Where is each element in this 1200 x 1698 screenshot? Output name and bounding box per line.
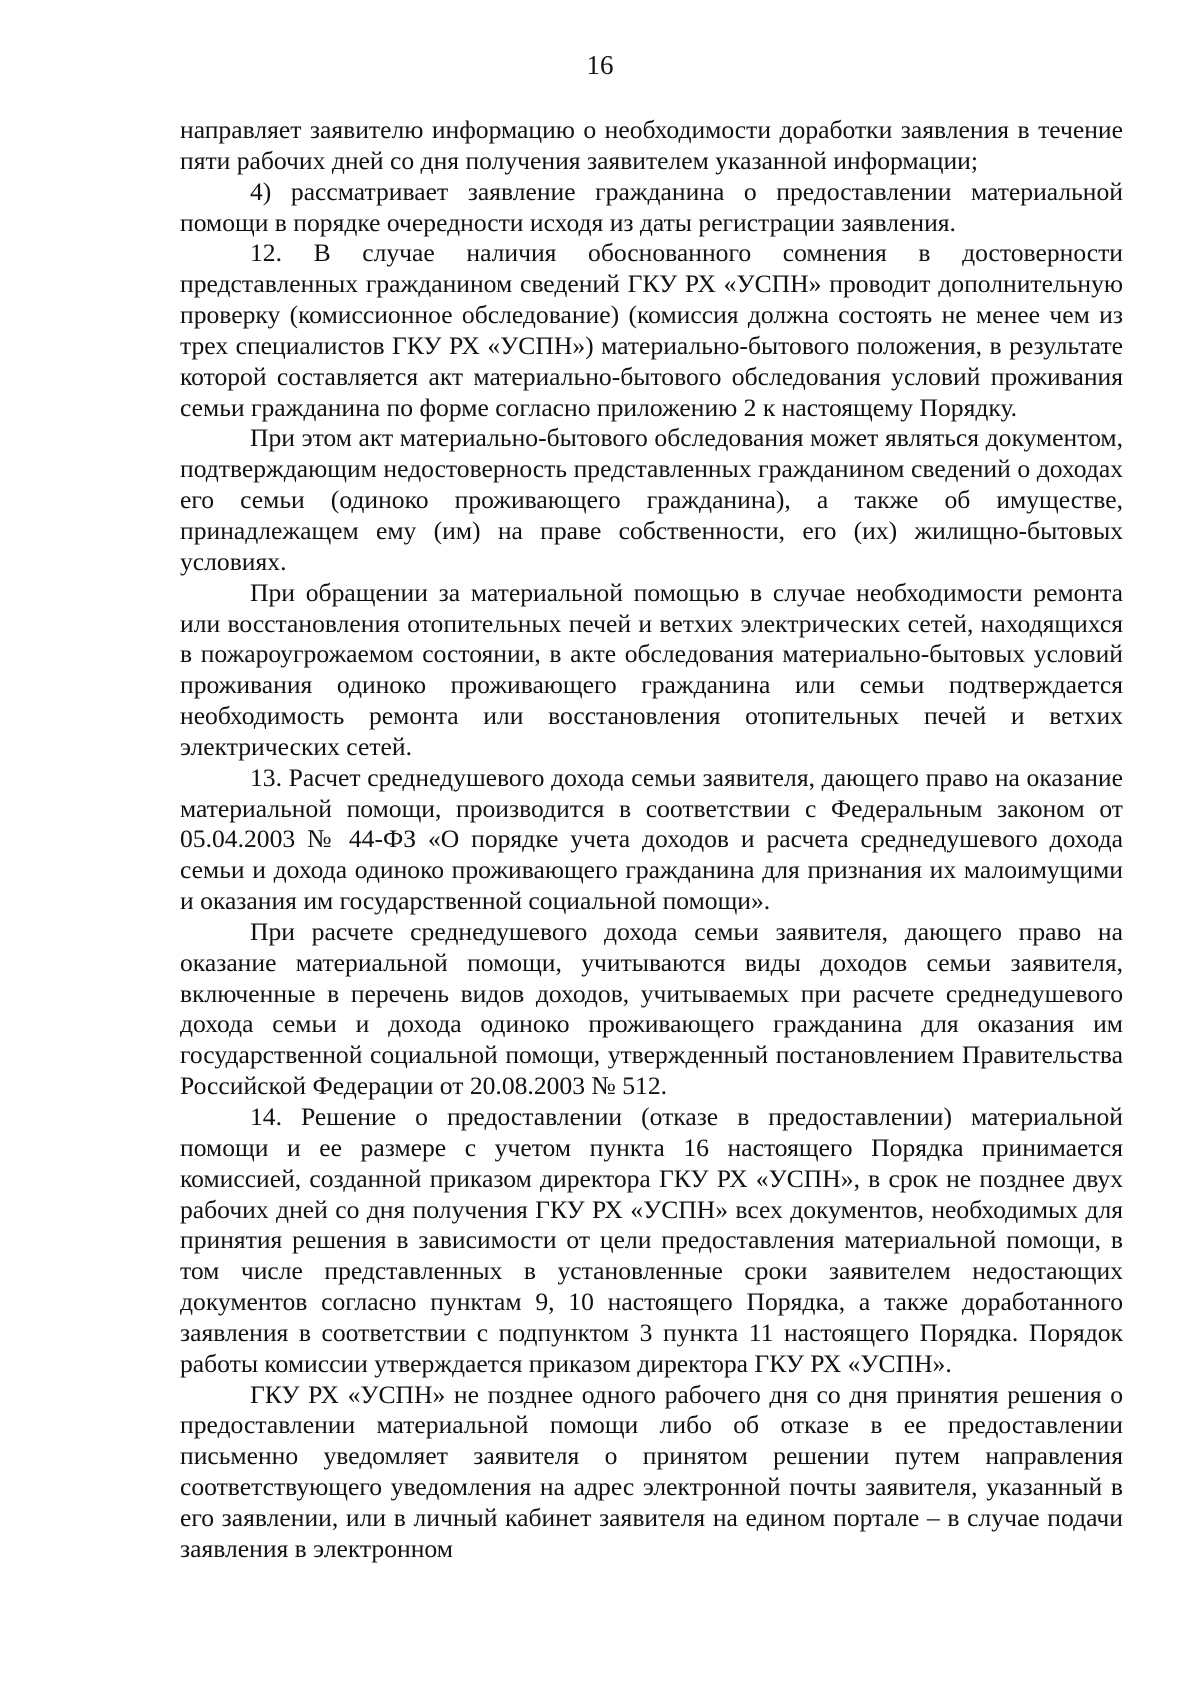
paragraph-clause-13: 13. Расчет среднедушевого дохода семьи заявителя, дающего право на оказание материальной помощи, производится в соответствии с Федеральным законом от 05.04.2003 № 44-ФЗ «О порядке учета доходов и расчета среднедушевого дохода семьи и дохода одиноко проживающего гражданина для признания их малоимущими и оказания им государственной социальной помощи». <box>180 762 1123 916</box>
paragraph-act-document: При этом акт материально-бытового обследования может являться документом, подтверждающим недостоверность представленных гражданином сведений о доходах его семьи (одиноко проживающего гражданина), а также об имуществе, принадлежащем ему (им) на праве собственности, его (их) жилищно-бытовых условиях. <box>180 423 1123 576</box>
page-number: 16 <box>586 50 614 80</box>
paragraph-repair-heating: При обращении за материальной помощью в случае необходимости ремонта или восстановления отопительных печей и ветхих электрических сетей, находящихся в пожароугрожаемом состоянии, в акте обследования материально-бытовых условий проживания одиноко проживающего гражданина или семьи подтверждается необходимость ремонта или восстановления отопительных печей и ветхих электрических сетей. <box>180 577 1123 761</box>
paragraph-income-types: При расчете среднедушевого дохода семьи заявителя, дающего право на оказание материальной помощи, учитываются виды доходов семьи заявителя, включенные в перечень видов доходов, учитываемых при расчете среднедушевого дохода семьи и дохода одиноко проживающего гражданина для оказания им государственной социальной помощи, утвержденный постановлением Правительства Российской Федерации от 20.08.2003 № 512. <box>180 916 1123 1101</box>
paragraph-continuation: направляет заявителю информацию о необходимости доработки заявления в течение пяти рабочих дней со дня получения заявителем указанной информации; <box>180 115 1123 175</box>
document-body <box>180 115 1123 1565</box>
paragraph-clause-14: 14. Решение о предоставлении (отказе в предоставлении) материальной помощи и ее размере с учетом пункта 16 настоящего Порядка принимается комиссией, созданной приказом директора ГКУ РХ «УСПН», в срок не позднее двух рабочих дней со дня получения ГКУ РХ «УСПН» всех документов, необходимых для принятия решения в зависимости от цели предоставления материальной помощи, в том числе представленных в установленные сроки заявителем недостающих документов согласно пунктам 9, 10 настоящего Порядка, а также доработанного заявления в соответствии с подпунктом 3 пункта 11 настоящего Порядка. Порядок работы комиссии утверждается приказом директора ГКУ РХ «УСПН». <box>180 1102 1123 1378</box>
paragraph-item-4: 4) рассматривает заявление гражданина о предоставлении материальной помощи в порядке очередности исходя из даты регистрации заявления. <box>180 176 1123 237</box>
paragraph-clause-12: 12. В случае наличия обоснованного сомнения в достоверности представленных гражданином сведений ГКУ РХ «УСПН» проводит дополнительную проверку (комиссионное обследование) (комиссия должна состоять не менее чем из трех специалистов ГКУ РХ «УСПН») материально-бытового положения, в результате которой составляется акт материально-бытового обследования условий проживания семьи гражданина по форме согласно приложению 2 к настоящему Порядку. <box>180 238 1123 422</box>
paragraph-notification: ГКУ РХ «УСПН» не позднее одного рабочего дня со дня принятия решения о предоставлении материальной помощи либо об отказе в ее предоставлении письменно уведомляет заявителя о принятом решении путем направления соответствующего уведомления на адрес электронной почты заявителя, указанный в его заявлении, или в личный кабинет заявителя на едином портале – в случае подачи заявления в электронном <box>180 1379 1123 1563</box>
